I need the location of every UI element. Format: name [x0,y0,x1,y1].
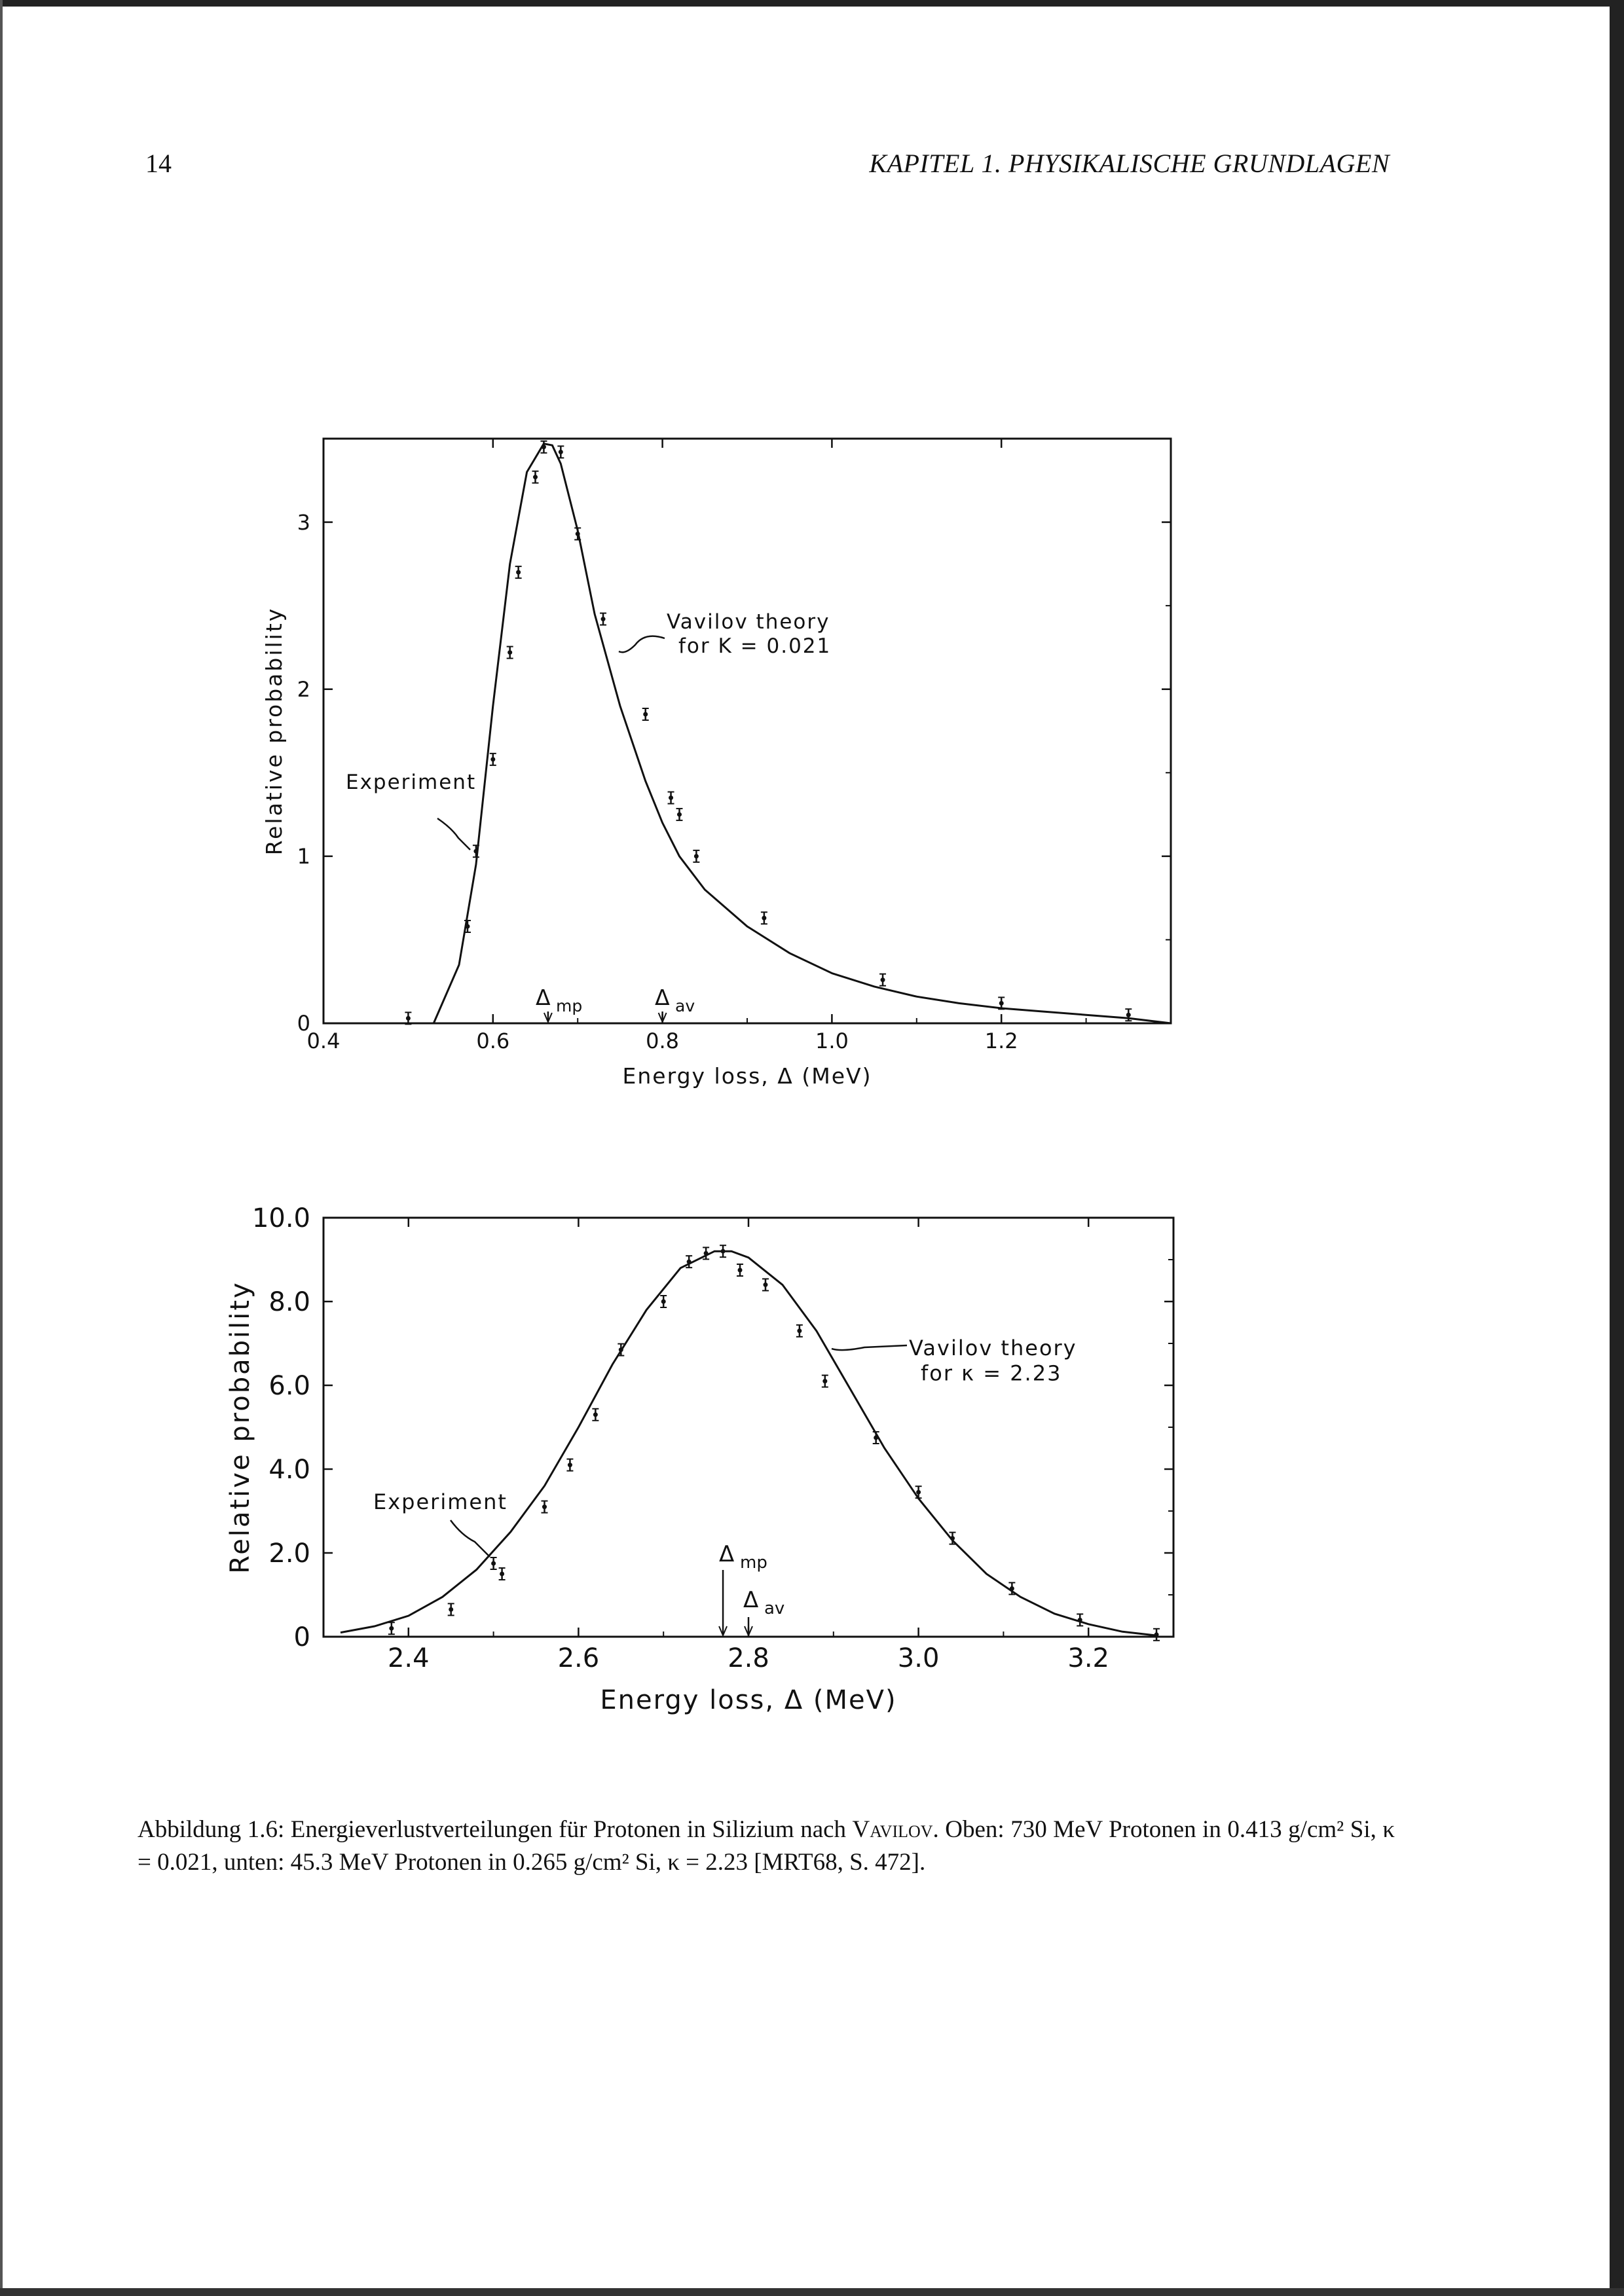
point-marker [704,1251,709,1256]
point-marker [449,1607,453,1612]
data-point [761,912,767,924]
point-marker [643,712,648,716]
point-marker [661,1300,666,1304]
point-marker [516,570,521,575]
caption-suffix: . Oben: 730 MeV Protonen in 0.413 g/cm² Si, κ = 0.021, unten: 45.3 MeV Protonen in 0.265 g/cm² Si, κ = 2.23 [MRT68, S. 472]. [138,1816,1395,1876]
point-marker [950,1536,955,1540]
y-tick-label: 1 [297,844,310,869]
point-marker [721,1249,726,1254]
x-tick-label: 2.8 [728,1643,769,1673]
y-tick-label: 8.0 [268,1287,310,1317]
point-marker [999,1001,1004,1006]
experiment-label: Experiment [373,1489,507,1514]
data-point [540,441,547,453]
theory-label-line2: for κ = 2.23 [921,1360,1062,1386]
point-marker [881,977,885,982]
y-tick-label: 2 [297,676,310,702]
x-tick-label: 1.2 [984,1029,1018,1053]
data-point [557,446,564,458]
y-tick-label: 3 [297,509,310,535]
data-point [515,566,522,578]
point-marker [559,450,563,454]
y-axis-label: Relative probability [225,1281,255,1574]
point-marker [507,650,512,655]
point-marker [1078,1618,1082,1622]
figure-caption [138,1813,1395,1879]
scan-border-bottom [0,2288,1624,2296]
point-marker [797,1328,802,1333]
delta-av-label: Δ [655,985,670,1010]
point-marker [406,1016,411,1021]
data-point [448,1603,454,1615]
point-marker [500,1572,504,1576]
x-axis-label: Energy loss, Δ (MeV) [622,1063,872,1089]
data-point [873,1432,879,1444]
data-point [676,809,682,820]
y-tick-label: 0 [293,1622,310,1652]
delta-av-label: Δ [743,1587,759,1613]
point-marker [677,812,682,817]
delta-mp-label: Δ [536,985,551,1010]
chart-bottom [225,1203,1173,1715]
point-marker [465,924,470,929]
caption-prefix: Abbildung 1.6: Energieverlustverteilungen für Protonen in Silizium nach [138,1816,853,1843]
point-marker [542,445,546,449]
point-marker [687,1260,692,1264]
experiment-pointer [437,818,470,850]
y-tick-label: 10.0 [251,1203,310,1233]
point-marker [619,1347,623,1352]
point-marker [568,1463,572,1467]
point-marker [669,795,673,800]
theory-label-line1: Vavilov theory [909,1336,1077,1360]
theory-curve [341,1251,1156,1635]
point-marker [533,475,538,479]
page-number: 14 [145,149,172,178]
delta-av-subscript: av [764,1599,785,1618]
point-marker [389,1626,394,1631]
plot-frame [323,1218,1173,1637]
data-point [668,792,674,804]
point-marker [542,1504,547,1509]
y-tick-label: 4.0 [268,1455,310,1485]
data-point [660,1296,667,1307]
data-point [388,1622,395,1634]
delta-mp-label: Δ [719,1541,735,1567]
point-marker [491,1561,496,1566]
data-point [499,1568,506,1580]
delta-mp-subscript: mp [556,996,583,1015]
theory-pointer [832,1345,907,1350]
y-tick-label: 0 [297,1011,310,1036]
data-point [532,471,539,483]
point-marker [1154,1632,1159,1637]
x-axis-label: Energy loss, Δ (MeV) [600,1685,897,1715]
point-marker [762,916,766,920]
point-marker [601,617,606,621]
x-tick-label: 0.4 [306,1029,341,1053]
data-point [490,754,496,765]
x-tick-label: 0.6 [476,1029,510,1053]
point-marker [694,854,699,858]
point-marker [1126,1013,1131,1017]
point-marker [576,532,580,536]
data-point [507,647,513,659]
chart-top [261,439,1171,1089]
point-marker [738,1268,743,1273]
point-marker [822,1379,827,1383]
y-tick-label: 2.0 [268,1539,310,1569]
data-point [541,1501,547,1513]
theory-label-line1: Vavilov theory [667,610,830,634]
data-point [1077,1614,1083,1626]
theory-pointer [619,636,665,653]
x-tick-label: 3.0 [897,1643,940,1673]
point-marker [763,1283,767,1287]
x-tick-label: 2.4 [387,1643,430,1673]
data-point [566,1459,573,1471]
caption-author: Vavilov [852,1816,933,1843]
data-point [1153,1629,1160,1641]
data-point [490,1558,497,1569]
theory-curve [434,444,1171,1023]
point-marker [473,849,478,854]
point-marker [874,1436,878,1440]
data-point [642,708,649,720]
y-tick-label: 6.0 [268,1371,310,1401]
data-point [796,1325,803,1337]
data-point [822,1376,828,1387]
x-tick-label: 3.2 [1067,1643,1110,1673]
data-point [693,850,699,862]
delta-av-subscript: av [675,996,695,1015]
theory-label-line2: for K = 0.021 [678,634,832,659]
data-point [762,1279,769,1290]
data-point [600,613,606,625]
point-marker [490,757,495,761]
data-point [737,1264,743,1276]
x-tick-label: 1.0 [815,1029,849,1053]
running-title: KAPITEL 1. PHYSIKALISCHE GRUNDLAGEN [869,149,1390,178]
x-tick-label: 0.8 [646,1029,680,1053]
point-marker [593,1412,598,1417]
data-point [879,974,886,986]
experiment-label: Experiment [346,771,477,794]
experiment-pointer [451,1520,490,1557]
point-marker [916,1490,921,1495]
point-marker [1010,1586,1014,1591]
data-point [592,1409,599,1421]
y-axis-label: Relative probability [261,606,287,856]
delta-mp-subscript: mp [740,1553,767,1573]
plot-frame [323,439,1171,1023]
x-tick-label: 2.6 [557,1643,600,1673]
data-point [720,1245,726,1257]
